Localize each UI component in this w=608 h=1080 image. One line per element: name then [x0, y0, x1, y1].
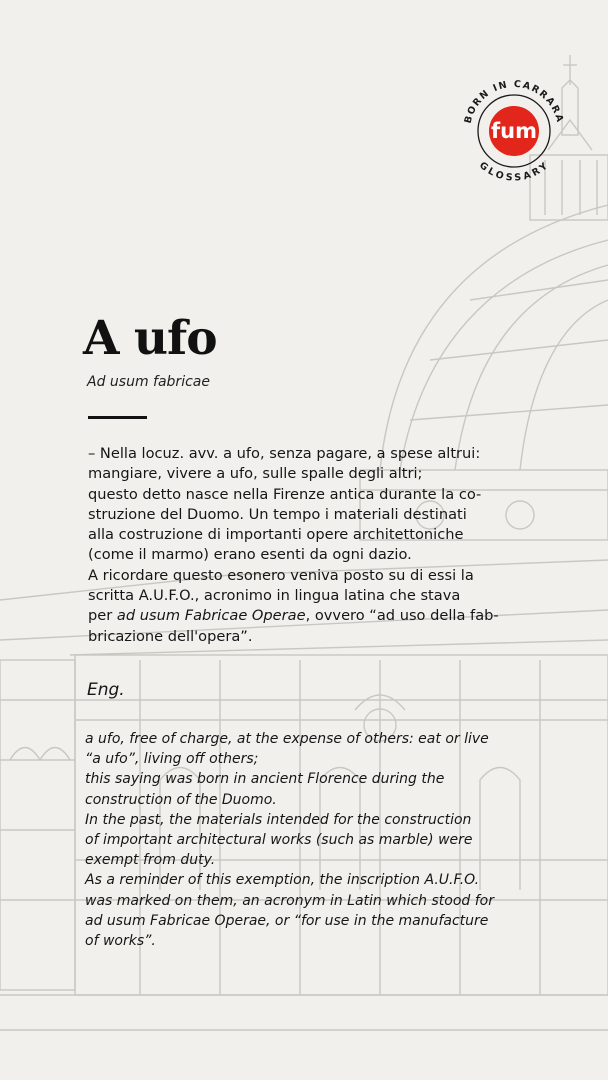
english-line: “a ufo”, living off others; [85, 751, 259, 768]
italian-line-text: per [88, 607, 117, 625]
english-line: of important architectural works (such as marble) were [85, 832, 473, 849]
italian-line [88, 606, 528, 626]
english-line: exempt from duty. [85, 852, 216, 869]
italian-line: (come il marmo) erano esenti da ogni dazio. [88, 546, 412, 564]
english-line: As a reminder of this exemption, the inscription A.U.F.O. [85, 872, 480, 889]
badge-ring-bottom-text: GLOSSARY [476, 159, 552, 184]
italian-line: questo detto nasce nella Firenze antica durante la co- [88, 485, 482, 503]
italian-line: A ricordare questo esonero veniva posto su di essi la [88, 566, 474, 584]
badge-ring-top-text: BORN IN CARRARA [462, 78, 566, 125]
italian-line: scritta A.U.F.O., acronimo in lingua latina che stava [88, 587, 461, 605]
english-line: a ufo, free of charge, at the expense of others: eat or live [85, 731, 489, 747]
fum-logo-text: fum [491, 119, 537, 143]
svg-text:GLOSSARY [477, 160, 551, 184]
english-line: of works”. [85, 933, 156, 950]
italian-line: alla costruzione di importanti opere architettoniche [88, 526, 464, 544]
italian-line: bricazione dell'opera”. [88, 627, 253, 645]
english-line: was marked on them, an acronym in Latin which stood for [85, 892, 494, 909]
italian-line: – Nella locuz. avv. a ufo, senza pagare, a spese altrui: [88, 445, 481, 462]
entry-title: A ufo [83, 311, 217, 366]
english-line: this saying was born in ancient Florence during the [85, 771, 445, 788]
english-line: ad usum Fabricae Operae, or “for use in the manufacture [85, 912, 489, 929]
born-in-carrara-glossary-badge [455, 72, 573, 190]
english-line: construction of the Duomo. [85, 791, 277, 808]
italian-line-text: , ovvero “ad uso della fab- [305, 607, 499, 625]
english-line: In the past, the materials intended for the construction [85, 811, 472, 828]
italian-line: struzione del Duomo. Un tempo i materiali destinati [88, 505, 467, 523]
english-definition [85, 729, 535, 951]
italian-line: mangiare, vivere a ufo, sulle spalle degli altri; [88, 465, 423, 483]
title-divider [88, 416, 147, 419]
latin-phrase: ad usum Fabricae Operae [116, 607, 306, 625]
english-label: Eng. [87, 680, 125, 700]
entry-subtitle: Ad usum fabricae [87, 374, 210, 390]
italian-definition [88, 444, 528, 647]
